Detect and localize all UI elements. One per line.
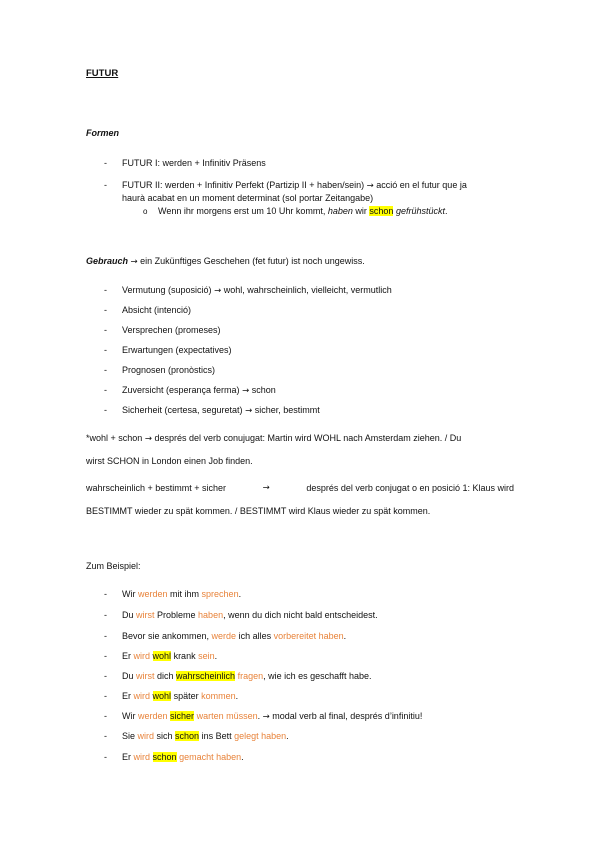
gebrauch-text: ein Zukünftiges Geschehen (fet futur) ist noch ungewiss. [140,256,365,266]
example-fragment: Sie [122,731,138,741]
note-wohl-schon-continuation: wirst SCHON in London einen Job finden. [86,456,253,466]
example-fragment: . [286,731,289,741]
sub-example-text [158,206,448,216]
formen-item-rest: acció en el futur que ja [376,180,467,190]
gebrauch-item-text [122,325,221,335]
example-fragment: ich alles [236,631,274,641]
example-fragment: . [241,752,244,762]
sub-example-part: . [445,206,448,216]
dash-bullet: - [104,752,107,762]
sub-example-part: Wenn ihr morgens erst um 10 Uhr kommt, [158,206,328,216]
dash-bullet: - [104,345,107,355]
verb-form: wird [137,731,155,741]
example-text [122,731,289,741]
example-fragment: Er [122,651,134,661]
gebrauch-item-rest: schon [251,385,276,395]
arrow-glyph: → [245,406,253,416]
example-fragment: . [235,691,239,701]
example-fragment: modal verb al final, després d’infinitiu! [269,711,423,721]
dash-bullet: - [104,405,107,415]
note-term: *wohl + schon [86,433,143,443]
example-fragment: Wir [122,589,138,599]
verb-form: vorbereitet haben [273,631,344,641]
note-text: després del verb conjugat o en posició 1: Klaus wird [306,483,514,493]
arrow-glyph: → [242,386,250,396]
dash-bullet: - [104,631,107,641]
highlight-word: schon [152,752,177,762]
highlight-word: sicher [170,711,195,721]
gebrauch-heading: Gebrauch [86,256,129,266]
verb-form: wird [133,752,151,762]
verb-form: sprechen [201,589,239,599]
example-fragment: Er [122,691,134,701]
dash-bullet: - [104,365,107,375]
example-fragment: sich [154,731,176,741]
beispiel-heading: Zum Beispiel: [86,561,141,571]
example-fragment: , wenn du dich nicht bald entscheidest. [223,610,378,620]
example-fragment: Bevor sie ankommen, [122,631,212,641]
dash-bullet: - [104,325,107,335]
arrow-glyph: → [262,483,270,493]
formen-item-main: FUTUR II: werden + Infinitiv Perfekt (Partizip II + haben/sein) [122,180,365,190]
verb-form: wirst [136,610,155,620]
dash-bullet: - [104,711,107,721]
gebrauch-item-text [122,365,215,375]
note-term: wahrscheinlich + bestimmt + sicher [86,483,227,493]
example-text [122,691,238,701]
dash-bullet: - [104,610,107,620]
gebrauch-item-text [122,285,392,296]
note-wohl-schon [86,433,461,444]
highlight-word: wohl [152,691,172,701]
example-text [122,671,372,681]
dash-bullet: - [104,731,107,741]
example-text [122,589,241,599]
gebrauch-item-text [122,345,232,355]
dash-bullet: - [104,691,107,701]
example-text [122,651,217,661]
formen-item-text [122,180,467,191]
example-fragment: mit ihm [167,589,202,599]
gebrauch-item-text [122,305,191,315]
verb-form: gelegt haben [234,731,287,741]
example-fragment: Er [122,752,134,762]
verb-form: fragen [237,671,264,681]
note-bestimmt-continuation: BESTIMMT wieder zu spät kommen. / BESTIMMT wird Klaus wieder zu spät kommen. [86,506,431,516]
gebrauch-item-main: Zuversicht (esperança ferma) [122,385,240,395]
example-fragment: , wie ich es geschafft habe. [263,671,372,681]
example-fragment: Wir [122,711,138,721]
dash-bullet: - [104,385,107,395]
verb-form: warten müssen [196,711,258,721]
gebrauch-item-main: Erwartungen (expectatives) [122,345,232,355]
example-fragment: später [171,691,202,701]
highlight-word: wahrscheinlich [176,671,236,681]
gebrauch-item-rest: wohl, wahrscheinlich, vielleicht, vermutlich [223,285,392,295]
verb-form: werde [211,631,237,641]
highlight-word: schon [175,731,200,741]
example-fragment: dich [154,671,177,681]
example-text [122,610,378,620]
example-fragment: . [238,589,242,599]
gebrauch-item-text [122,405,320,416]
example-fragment: ins Bett [199,731,235,741]
gebrauch-item-main: Versprechen (promeses) [122,325,221,335]
gebrauch-heading-line [86,256,365,267]
page-title: FUTUR [86,68,119,79]
arrow-glyph: → [214,286,222,296]
formen-item-continuation: haurà acabat en un moment determinat (sol portar Zeitangabe) [122,193,374,203]
highlight-word: wohl [152,651,172,661]
note-bestimmt-line [86,483,514,493]
note-text: després del verb conujugat: Martin wird WOHL nach Amsterdam ziehen. / Du [154,433,462,443]
verb-form: wird [133,691,151,701]
formen-item-text: FUTUR I: werden + Infinitiv Präsens [122,158,266,168]
dash-bullet: - [104,589,107,599]
example-fragment: Du [122,610,137,620]
arrow-glyph: → [130,257,138,267]
sub-bullet: o [143,207,148,216]
gebrauch-item-rest: sicher, bestimmt [254,405,320,415]
arrow-glyph: → [144,434,152,444]
gebrauch-item-main: Sicherheit (certesa, seguretat) [122,405,243,415]
verb-form: haben [198,610,224,620]
verb-form: kommen [201,691,236,701]
example-text [122,752,244,762]
dash-bullet: - [104,285,107,295]
gebrauch-item-main: Absicht (intenció) [122,305,192,315]
verb-form: sein [198,651,215,661]
dash-bullet: - [104,651,107,661]
example-text [122,631,346,641]
example-fragment: . [257,711,263,721]
example-fragment: . [214,651,218,661]
example-fragment: . [343,631,347,641]
example-fragment: Du [122,671,137,681]
verb-form: wird [133,651,151,661]
note-bestimmt [86,483,514,493]
dash-bullet: - [104,671,107,681]
verb-form: werden [138,589,168,599]
gebrauch-item-text [122,385,276,396]
formen-heading: Formen [86,128,120,138]
gebrauch-item-main: Prognosen (pronòstics) [122,365,216,375]
dash-bullet: - [104,158,107,168]
example-fragment: Probleme [154,610,199,620]
sub-example-participle: gefrühstückt [395,206,445,216]
verb-form: werden [138,711,168,721]
dash-bullet: - [104,180,107,190]
gebrauch-item-main: Vermutung (suposició) [122,285,212,295]
highlight-word: schon [369,206,394,216]
sub-example-haben: haben [327,206,353,216]
verb-form: wirst [136,671,155,681]
arrow-glyph: → [366,181,374,191]
verb-form: gemacht haben [179,752,242,762]
example-text [122,711,422,722]
example-fragment: krank [171,651,199,661]
sub-example-part: wir [352,206,370,216]
arrow-glyph: → [262,712,270,722]
dash-bullet: - [104,305,107,315]
